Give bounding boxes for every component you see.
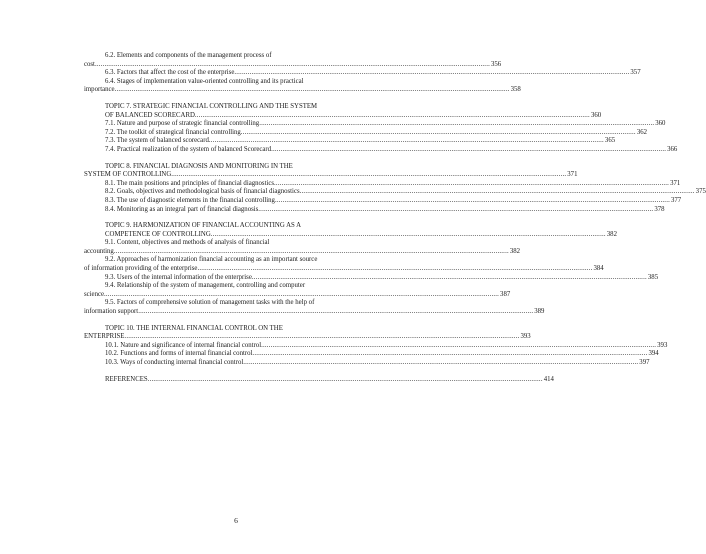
dot-leader: [275, 197, 670, 206]
topic-7-heading: TOPIC 7. STRATEGIC FINANCIAL CONTROLLING AND THE SYSTEM: [105, 102, 318, 110]
toc-entry-9-5: 9.5. Factors of comprehensive solution of management tasks with the help of: [105, 299, 315, 307]
toc-text: 8.3. The use of diagnostic elements in the financial controlling: [105, 196, 275, 204]
toc-entry-7-4: [84, 145, 678, 155]
dot-leader: [300, 188, 695, 197]
toc-entry-9-3: [84, 273, 659, 283]
toc-entry-6-2-cont: [84, 60, 502, 70]
page-ref: 387: [500, 290, 511, 298]
toc-entry-6-4-cont: [84, 86, 521, 95]
toc-entry-10-2: [84, 350, 659, 359]
topic-8-heading-cont: [84, 171, 578, 180]
dot-leader: [252, 350, 647, 359]
dot-leader: [234, 69, 629, 78]
toc-text: SYSTEM OF CONTROLLING: [84, 171, 172, 179]
toc-text: 10.2. Functions and forms of internal financial control: [105, 350, 253, 358]
toc-text: ENTERPRISE: [84, 333, 125, 341]
dot-leader: [274, 180, 669, 189]
toc-text: importance: [84, 86, 115, 94]
toc-text: COMPETENCE OF CONTROLLING: [105, 230, 211, 238]
toc-entry-10-3: [84, 359, 650, 368]
page-ref: 397: [639, 359, 650, 366]
page-ref: 378: [654, 205, 665, 213]
toc-entry-10-1: [84, 341, 668, 351]
dot-leader: [211, 231, 606, 240]
toc-entry-9-2: 9.2. Approaches of harmonization financial accounting as an important source: [105, 256, 318, 264]
page-ref: 393: [520, 333, 531, 341]
dot-leader: [148, 376, 543, 385]
page-ref: 385: [647, 273, 659, 281]
page-ref: 382: [509, 247, 521, 255]
toc-text: information support: [84, 308, 139, 316]
page-ref: 356: [491, 60, 502, 68]
toc-text: 10.3. Ways of conducting internal financial control: [105, 359, 244, 366]
toc-text: 8.2. Goals, objectives and methodological basis of financial diagnostics: [105, 188, 300, 196]
toc-text: accounting: [84, 247, 114, 255]
toc-entry-6-3: [84, 69, 641, 78]
toc-text: science: [84, 290, 104, 298]
topic-9-heading-cont: [84, 230, 617, 240]
dot-leader: [171, 171, 566, 180]
page-ref: 375: [695, 188, 706, 196]
toc-entry-6-4: 6.4. Stages of implementation value-oriented controlling and its practical: [105, 77, 304, 85]
toc-text: cost: [84, 60, 95, 68]
toc-entry-8-3: [84, 196, 682, 206]
page-ref: 384: [593, 265, 604, 273]
toc-entry-8-1: [84, 179, 681, 189]
page-ref: 371: [670, 179, 681, 187]
topic-9-heading: TOPIC 9. HARMONIZATION OF FINANCIAL ACCOUNTING AS A: [105, 222, 301, 230]
topic-10-heading: TOPIC 10. THE INTERNAL FINANCIAL CONTROL ON THE: [105, 324, 283, 332]
page-ref: 393: [657, 341, 668, 349]
toc-text: 6.3. Factors that affect the cost of the enterprise: [105, 69, 235, 77]
toc-entry-9-2-cont: [84, 265, 604, 274]
topic-10-heading-cont: [84, 333, 531, 342]
page-ref: 389: [534, 308, 545, 316]
page-ref: 371: [567, 171, 578, 179]
dot-leader: [95, 61, 490, 70]
page-ref: 357: [630, 69, 641, 77]
dot-leader: [124, 333, 519, 342]
toc-text: 8.4. Monitoring as an integral part of financial diagnosis: [105, 205, 259, 213]
dot-leader: [241, 129, 636, 138]
table-of-contents: [84, 52, 706, 384]
dot-leader: [261, 342, 656, 351]
toc-text: 7.3. The system of balanced scorecard: [105, 137, 209, 145]
dot-leader: [197, 265, 592, 274]
toc-entry-6-2: 6.2. Elements and components of the management process of: [105, 52, 272, 59]
toc-text: 9.3. Users of the internal information of the enterprise: [105, 273, 252, 281]
dot-leader: [252, 274, 647, 283]
dot-leader: [114, 248, 509, 257]
toc-text: REFERENCES: [105, 375, 148, 383]
toc-text: 8.1. The main positions and principles of financial diagnostics: [105, 179, 275, 187]
page-ref: 365: [604, 137, 616, 145]
toc-text: 7.1. Nature and purpose of strategic financial controlling: [105, 120, 260, 128]
dot-leader: [104, 291, 499, 300]
toc-entry-7-3: [84, 137, 616, 146]
dot-leader: [138, 308, 533, 317]
dot-leader: [271, 146, 666, 155]
toc-entry-7-1: [84, 120, 666, 129]
toc-entry-9-4: 9.4. Relationship of the system of management, controlling and computer: [105, 282, 306, 290]
dot-leader: [209, 137, 604, 146]
dot-leader: [258, 206, 653, 215]
dot-leader: [259, 120, 654, 129]
toc-entry-7-2: [84, 128, 648, 138]
toc-entry-9-1: 9.1. Content, objectives and methods of analysis of financial: [105, 239, 270, 247]
dot-leader: [195, 112, 590, 121]
dot-leader: [243, 359, 638, 368]
toc-text: 7.2. The toolkit of strategical financial controlling: [105, 128, 241, 136]
page-ref: 394: [648, 350, 659, 358]
dot-leader: [115, 86, 510, 95]
toc-text: of information providing of the enterprise: [84, 265, 198, 273]
toc-entry-8-2: [84, 188, 706, 197]
page-ref: 362: [636, 128, 648, 136]
toc-entry-references: [84, 375, 554, 385]
toc-entry-9-4-cont: [84, 290, 511, 300]
topic-8-heading: TOPIC 8. FINANCIAL DIAGNOSIS AND MONITORING IN THE: [105, 162, 293, 170]
toc-entry-9-1-cont: [84, 247, 521, 257]
toc-text: 10.1. Nature and significance of internal financial control: [105, 341, 262, 349]
page-number: 6: [234, 516, 238, 525]
page-ref: 414: [543, 375, 554, 383]
toc-entry-9-5-cont: [84, 308, 545, 317]
page-ref: 377: [671, 196, 682, 204]
page-ref: 366: [667, 145, 678, 153]
toc-text: 7.4. Practical realization of the system of balanced Scorecard: [105, 145, 272, 153]
page-ref: 360: [590, 111, 602, 119]
topic-7-heading-cont: [84, 111, 602, 121]
page-ref: 358: [510, 86, 521, 94]
page-ref: 382: [606, 230, 617, 238]
toc-text: OF BALANCED SCORECARD: [105, 111, 195, 119]
page-ref: 360: [655, 120, 666, 128]
toc-entry-8-4: [84, 205, 665, 215]
